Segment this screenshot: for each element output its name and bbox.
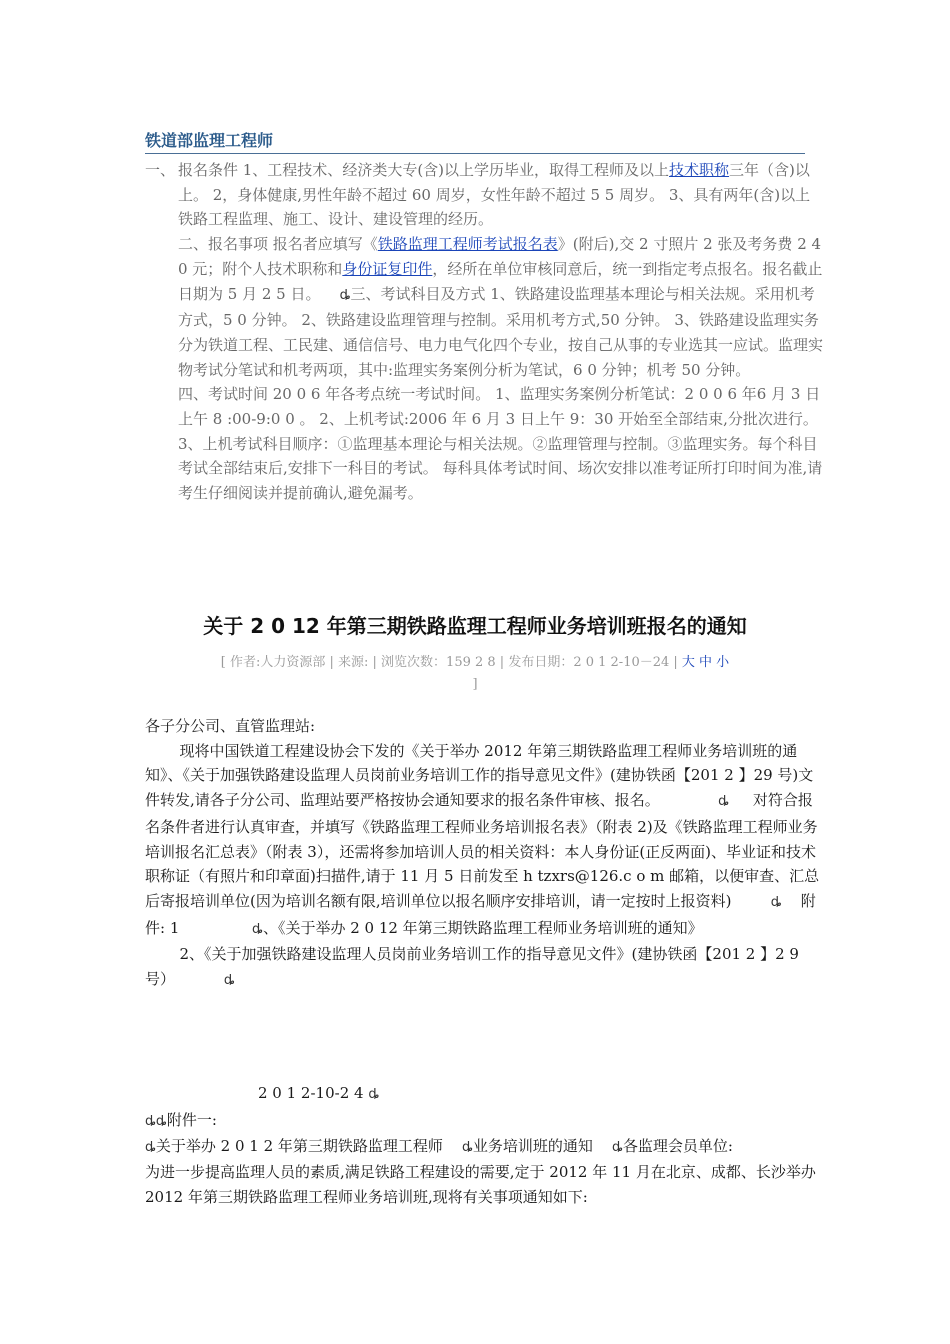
attachment-one bbox=[145, 1108, 825, 1210]
meta-text: [ 作者:人力资源部 | 来源: | 浏览次数：159 2 8 | 发布日期：2 0 1 2-10－24 | bbox=[220, 655, 682, 670]
bullet-glyph-icon: ȡ bbox=[718, 794, 730, 810]
registration-text: 二、报名事项 报名者应填写《 bbox=[178, 235, 378, 254]
bullet-glyph-icon: ȡ bbox=[145, 1140, 156, 1155]
registration-form-link[interactable]: 铁路监理工程师考试报名表 bbox=[377, 235, 558, 254]
requirements-paragraph bbox=[178, 158, 823, 232]
date-text: 2 0 1 2-10-2 4 bbox=[258, 1084, 364, 1102]
attachment-paragraph: 为进一步提高监理人员的素质,满足铁路工程建设的需要,定于 2012 年 11 月在北京、成都、长沙举办 2012 年第三期铁路监理工程师业务培训班,现将有关事项通知如下: bbox=[145, 1163, 816, 1206]
registration-text: 》(附后),交 2 寸照片 2 张及考务费 2 4 0 元；附个人技术职称和 bbox=[178, 235, 822, 278]
bullet-glyph-icon: ȡ bbox=[368, 1087, 380, 1102]
bullet-glyph-icon: ȡ bbox=[462, 1140, 473, 1155]
attachment-2-title: 2、《关于加强铁路建设监理人员岗前业务培训工作的指导意见文件》(建协铁函【201 2 】2 9 号） bbox=[145, 945, 799, 989]
exam-requirements bbox=[145, 158, 823, 506]
subjects-text: 三、考试科目及方式 1、铁路建设监理基本理论与相关法规。采用机考方式，5 0 分钟。 2、铁路建设监理管理与控制。采用机考方式,50 分钟。 3、铁路建设监理实务分为铁道工程、工民建、通信信号、电力电气化四个专业，按自己从事的专业选其一应试。监理实物考试分笔试和机考两项，其中:监理实务案例分析为笔试，6 0 分钟；机考 50 分钟。 bbox=[178, 284, 824, 379]
meta-close-bracket: ] bbox=[472, 677, 478, 692]
attachment-heading bbox=[145, 1108, 825, 1134]
bullet-glyph-icon: ȡ bbox=[155, 1114, 167, 1129]
requirements-text: 三年（含)以上。 2，身体健康,男性年龄不超过 60 周岁，女性年龄不超过 5 5 周岁。 3、具有两年(含)以上铁路工程监理、施工、设计、建设管理的经历。 bbox=[178, 161, 811, 229]
attachment-label: 附件: 1 bbox=[145, 891, 816, 937]
body-paragraph-2 bbox=[145, 942, 825, 993]
notice-date bbox=[258, 1084, 379, 1102]
technical-title-link[interactable]: 技术职称 bbox=[669, 161, 730, 179]
exam-time-paragraph: 四、考试时间 20 0 6 年各考点统一考试时间。 1、监理实务案例分析笔试：2 0 0 6 年6 月 3 日上午 8 :00-9:0 0 。 2、上机考试:2006 年 6 月 3 日上午 9：30 开始至全部结束,分批次进行。 3、上机考试科目顺序：①监理基本理论与相关法规。②监理管理与控制。③监理实务。每个科目考试全部结束后,安排下一科目的考试。 每科具体考试时间、场次安排以准考证所打印时间为准,请考生仔细阅读并提前确认,避免漏考。 bbox=[178, 385, 823, 503]
addressee: 各监理会员单位: bbox=[622, 1137, 733, 1155]
notice-body bbox=[145, 714, 825, 994]
body-paragraph-1 bbox=[145, 739, 825, 943]
attachment-1-title: 、《关于举办 2 0 12 年第三期铁路监理工程师业务培训班的通知》 bbox=[262, 918, 703, 937]
registration-paragraph bbox=[178, 232, 823, 382]
attachment-title-line bbox=[145, 1134, 825, 1160]
bullet-glyph-icon: ȡ bbox=[223, 973, 235, 989]
attachment-label: 附件一: bbox=[166, 1111, 217, 1129]
notice-meta bbox=[145, 652, 805, 696]
id-card-copy-link[interactable]: 身份证复印件 bbox=[342, 259, 433, 278]
registration-text: ，经所在单位审核同意后，统一到指定考点报名。报名截止日期为 5 月 2 5 日。 bbox=[178, 259, 823, 303]
notice-title: 关于 2 0 12 年第三期铁路监理工程师业务培训班报名的通知 bbox=[203, 614, 747, 638]
section-divider bbox=[145, 153, 805, 154]
attachment-title-b: 业务培训班的通知 bbox=[472, 1137, 593, 1155]
bullet-glyph-icon: ȡ bbox=[145, 1114, 156, 1129]
body-text: 对符合报名条件者进行认真审查，并填写《铁路监理工程师业务培训报名表》（附表 2)及《铁路监理工程师业务培训报名汇总表》（附表 3），还需将参加培训人员的相关资料：本人身份证(正反两面)、毕业证和技术职称证（有照片和印章面)扫描件,请于 11 月 5 日前发至 h tzxrs@126.c o m 邮箱，以便审查、汇总后寄报培训单位(因为培训名额有限,培训单位以报名顺序安排培训，请一定按时上报资料) bbox=[145, 791, 820, 910]
list-number: 一、 bbox=[145, 161, 176, 179]
body-text: 现将中国铁道工程建设协会下发的《关于举办 2012 年第三期铁路监理工程师业务培训班的通知》、《关于加强铁路建设监理人员岗前业务培训工作的指导意见文件》(建协铁函【201 2 】29 号)文件转发,请各子分公司、监理站要严格按协会通知要求的报名条件审核、报名。 bbox=[145, 741, 814, 810]
bullet-glyph-icon: ȡ bbox=[612, 1140, 623, 1155]
bullet-glyph-icon: ȡ bbox=[770, 894, 782, 910]
attachment-title-a: 关于举办 2 0 1 2 年第三期铁路监理工程师 bbox=[155, 1137, 443, 1155]
bullet-glyph-icon: ȡ bbox=[252, 921, 263, 937]
salutation: 各子分公司、直管监理站: bbox=[145, 717, 316, 735]
requirements-text: 报名条件 1、工程技术、经济类大专(含)以上学历毕业，取得工程师及以上 bbox=[178, 161, 670, 179]
font-size-switch[interactable]: 大 中 小 bbox=[681, 655, 730, 670]
bullet-glyph-icon: ȡ bbox=[339, 287, 351, 303]
section-title: 铁道部监理工程师 bbox=[145, 131, 274, 150]
